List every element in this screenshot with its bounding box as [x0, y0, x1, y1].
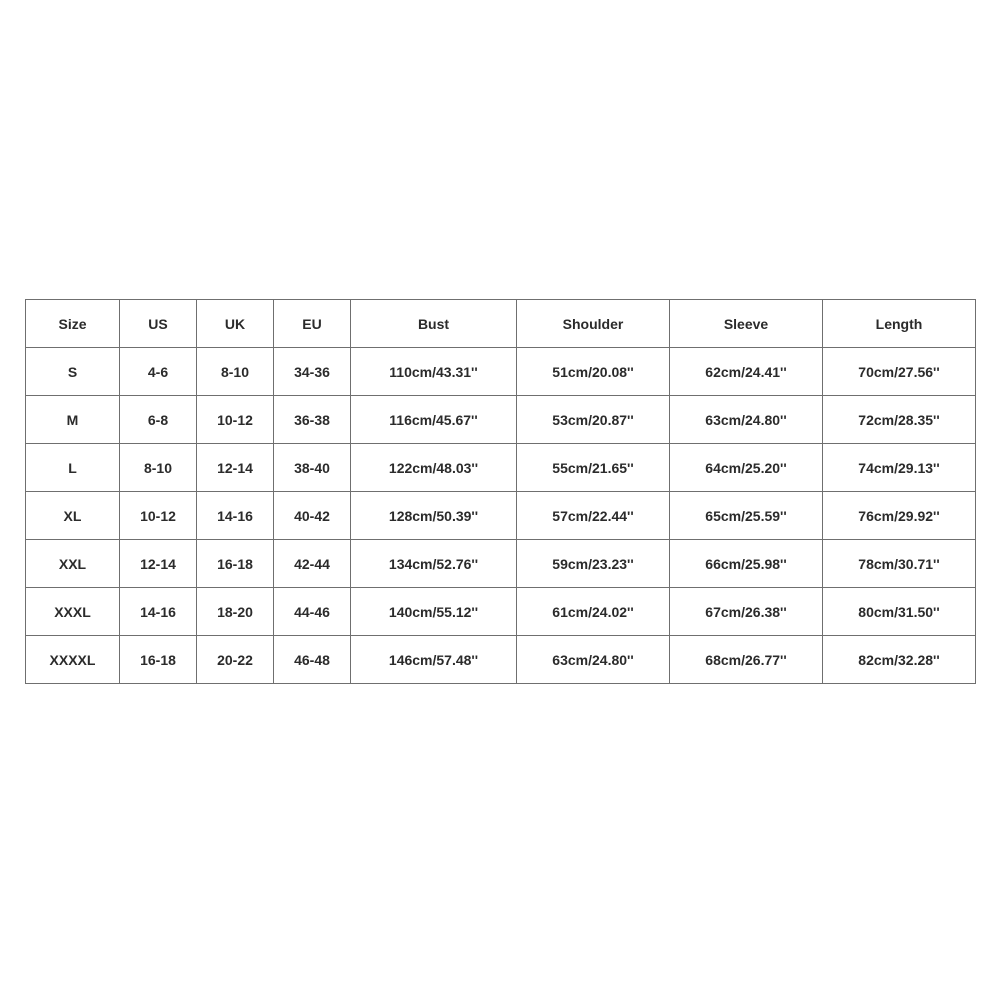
cell-length: 70cm/27.56'' — [823, 348, 976, 396]
cell-sleeve: 67cm/26.38'' — [670, 588, 823, 636]
cell-sleeve: 63cm/24.80'' — [670, 396, 823, 444]
cell-us: 6-8 — [120, 396, 197, 444]
cell-uk: 20-22 — [197, 636, 274, 684]
cell-length: 78cm/30.71'' — [823, 540, 976, 588]
cell-bust: 146cm/57.48'' — [351, 636, 517, 684]
cell-eu: 44-46 — [274, 588, 351, 636]
table-row — [26, 492, 976, 540]
cell-uk: 14-16 — [197, 492, 274, 540]
cell-shoulder: 61cm/24.02'' — [517, 588, 670, 636]
cell-us: 14-16 — [120, 588, 197, 636]
header-uk: UK — [197, 300, 274, 348]
cell-size: XL — [26, 492, 120, 540]
cell-uk: 16-18 — [197, 540, 274, 588]
header-us: US — [120, 300, 197, 348]
cell-bust: 128cm/50.39'' — [351, 492, 517, 540]
table-row — [26, 588, 976, 636]
cell-shoulder: 53cm/20.87'' — [517, 396, 670, 444]
cell-size: XXL — [26, 540, 120, 588]
cell-size: L — [26, 444, 120, 492]
cell-uk: 18-20 — [197, 588, 274, 636]
header-row — [26, 300, 976, 348]
cell-eu: 40-42 — [274, 492, 351, 540]
cell-length: 80cm/31.50'' — [823, 588, 976, 636]
header-shoulder: Shoulder — [517, 300, 670, 348]
cell-sleeve: 62cm/24.41'' — [670, 348, 823, 396]
cell-sleeve: 64cm/25.20'' — [670, 444, 823, 492]
header-eu: EU — [274, 300, 351, 348]
size-chart-table — [25, 299, 976, 684]
table-row — [26, 396, 976, 444]
header-length: Length — [823, 300, 976, 348]
cell-shoulder: 57cm/22.44'' — [517, 492, 670, 540]
cell-bust: 140cm/55.12'' — [351, 588, 517, 636]
table-row — [26, 348, 976, 396]
cell-us: 16-18 — [120, 636, 197, 684]
cell-size: XXXL — [26, 588, 120, 636]
cell-shoulder: 55cm/21.65'' — [517, 444, 670, 492]
cell-us: 4-6 — [120, 348, 197, 396]
cell-us: 8-10 — [120, 444, 197, 492]
table-row — [26, 444, 976, 492]
cell-sleeve: 65cm/25.59'' — [670, 492, 823, 540]
cell-length: 76cm/29.92'' — [823, 492, 976, 540]
cell-size: M — [26, 396, 120, 444]
cell-eu: 46-48 — [274, 636, 351, 684]
cell-bust: 110cm/43.31'' — [351, 348, 517, 396]
cell-shoulder: 59cm/23.23'' — [517, 540, 670, 588]
cell-eu: 34-36 — [274, 348, 351, 396]
cell-bust: 116cm/45.67'' — [351, 396, 517, 444]
cell-sleeve: 66cm/25.98'' — [670, 540, 823, 588]
cell-eu: 38-40 — [274, 444, 351, 492]
cell-shoulder: 63cm/24.80'' — [517, 636, 670, 684]
cell-size: S — [26, 348, 120, 396]
cell-eu: 36-38 — [274, 396, 351, 444]
cell-size: XXXXL — [26, 636, 120, 684]
cell-bust: 122cm/48.03'' — [351, 444, 517, 492]
table-row — [26, 540, 976, 588]
table-row — [26, 636, 976, 684]
cell-length: 72cm/28.35'' — [823, 396, 976, 444]
cell-us: 10-12 — [120, 492, 197, 540]
cell-us: 12-14 — [120, 540, 197, 588]
cell-sleeve: 68cm/26.77'' — [670, 636, 823, 684]
cell-shoulder: 51cm/20.08'' — [517, 348, 670, 396]
header-bust: Bust — [351, 300, 517, 348]
cell-length: 74cm/29.13'' — [823, 444, 976, 492]
cell-length: 82cm/32.28'' — [823, 636, 976, 684]
cell-uk: 10-12 — [197, 396, 274, 444]
cell-uk: 8-10 — [197, 348, 274, 396]
header-sleeve: Sleeve — [670, 300, 823, 348]
header-size: Size — [26, 300, 120, 348]
cell-uk: 12-14 — [197, 444, 274, 492]
cell-bust: 134cm/52.76'' — [351, 540, 517, 588]
cell-eu: 42-44 — [274, 540, 351, 588]
